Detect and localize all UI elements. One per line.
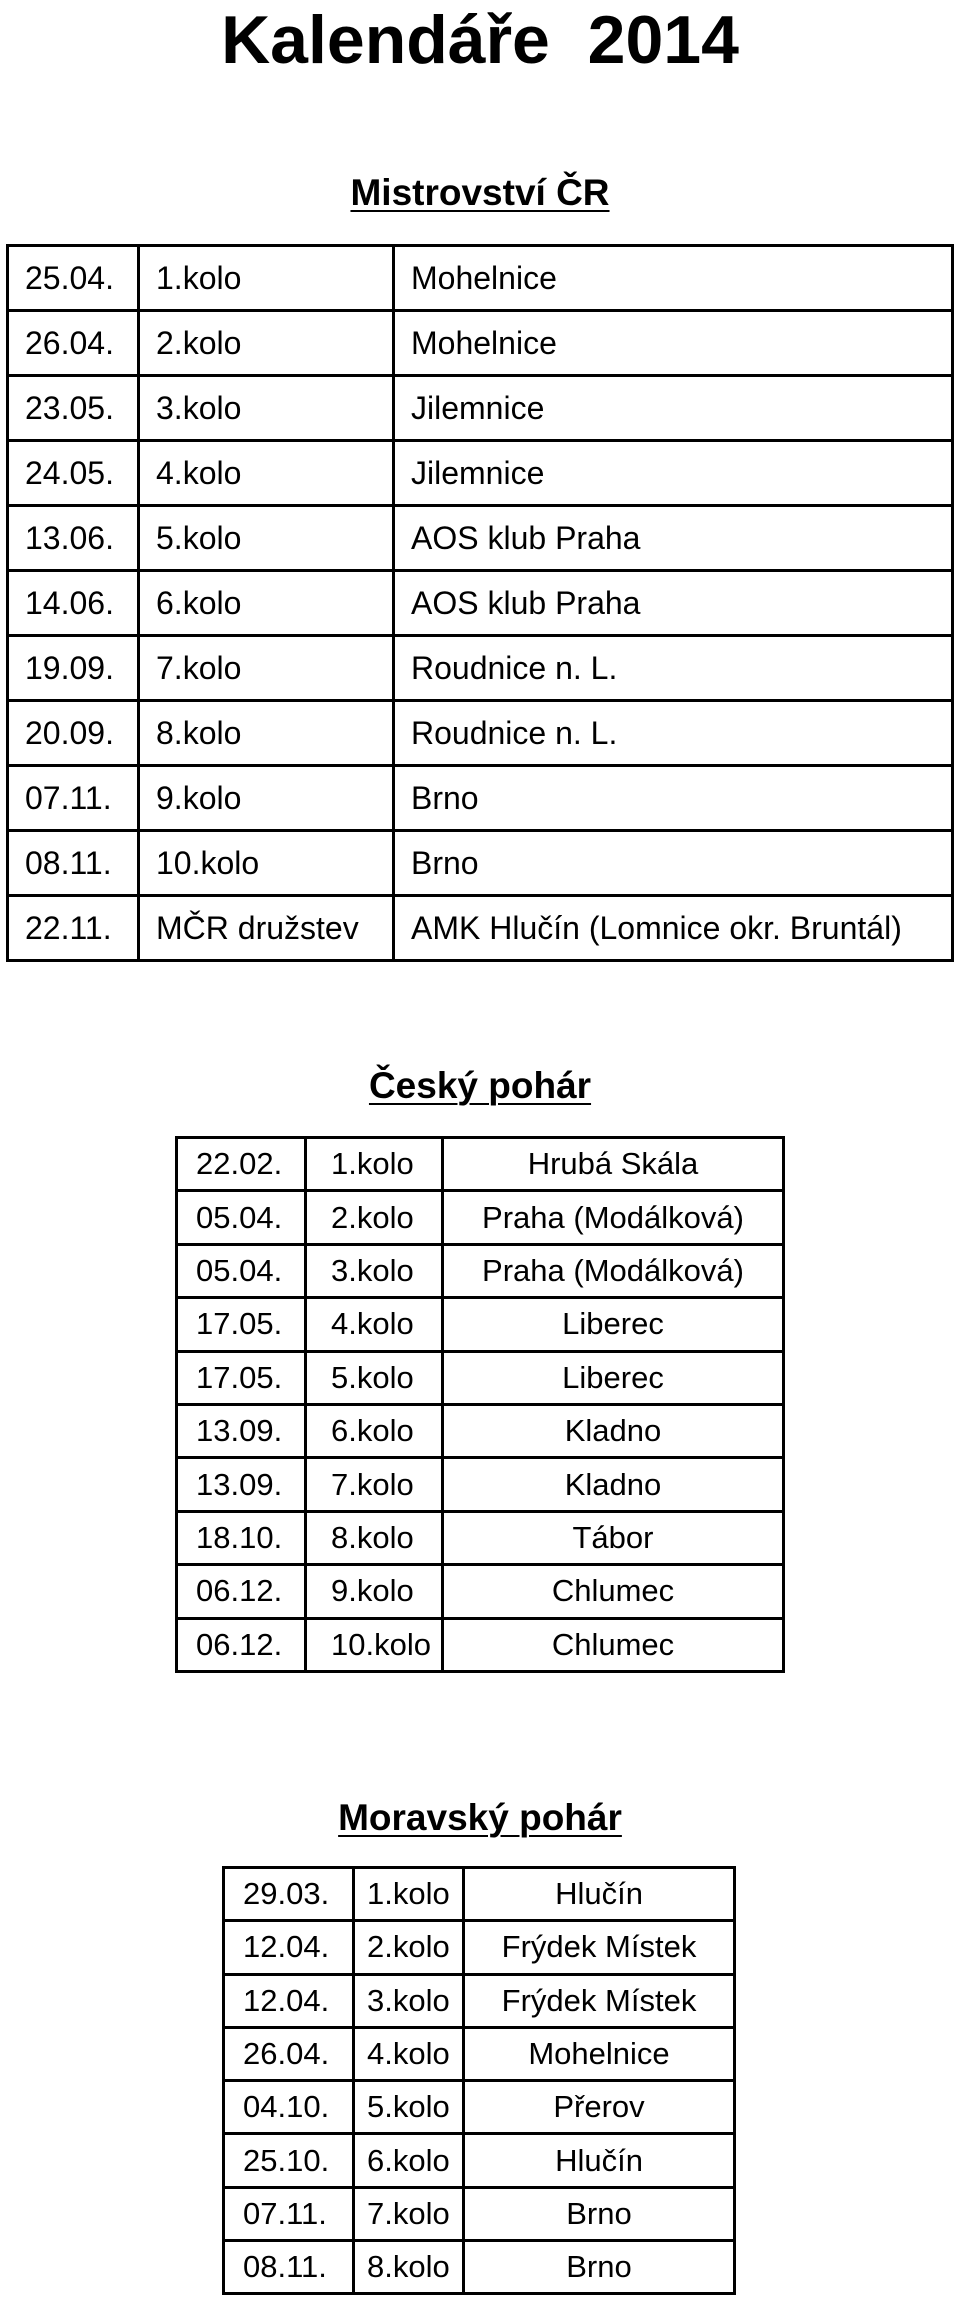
table-row [8, 506, 953, 571]
place-cell: Praha (Modálková) [443, 1244, 784, 1297]
date-cell: 24.05. [8, 441, 139, 506]
place-cell: Brno [464, 2187, 735, 2240]
round-cell: 3.kolo [354, 1974, 464, 2027]
date-cell: 26.04. [224, 2027, 354, 2080]
place-cell: Kladno [443, 1458, 784, 1511]
date-cell: 12.04. [224, 1921, 354, 1974]
place-cell: Frýdek Místek [464, 1921, 735, 1974]
round-cell: 4.kolo [139, 441, 394, 506]
place-cell: Kladno [443, 1404, 784, 1457]
table-row [177, 1618, 784, 1671]
date-cell: 25.04. [8, 246, 139, 311]
date-cell: 06.12. [177, 1565, 306, 1618]
date-cell: 04.10. [224, 2081, 354, 2134]
table-row [224, 1974, 735, 2027]
round-cell: 7.kolo [139, 636, 394, 701]
place-cell: Mohelnice [464, 2027, 735, 2080]
date-cell: 22.11. [8, 896, 139, 961]
cesky-heading: Český pohár [368, 1065, 592, 1106]
moravsky-table [222, 1866, 736, 2295]
round-cell: 8.kolo [139, 701, 394, 766]
round-cell: MČR družstev [139, 896, 394, 961]
round-cell: 7.kolo [306, 1458, 443, 1511]
place-cell: AOS klub Praha [394, 571, 953, 636]
table-row [177, 1138, 784, 1191]
round-cell: 4.kolo [306, 1298, 443, 1351]
round-cell: 5.kolo [306, 1351, 443, 1404]
table-row [177, 1351, 784, 1404]
round-cell: 2.kolo [306, 1191, 443, 1244]
table-row [177, 1458, 784, 1511]
date-cell: 17.05. [177, 1298, 306, 1351]
round-cell: 2.kolo [139, 311, 394, 376]
round-cell: 1.kolo [139, 246, 394, 311]
round-cell: 8.kolo [306, 1511, 443, 1564]
place-cell: AMK Hlučín (Lomnice okr. Bruntál) [394, 896, 953, 961]
table-row [177, 1298, 784, 1351]
cesky-table-body [177, 1138, 784, 1672]
round-cell: 1.kolo [354, 1868, 464, 1921]
place-cell: Jilemnice [394, 376, 953, 441]
table-row [8, 831, 953, 896]
place-cell: Roudnice n. L. [394, 701, 953, 766]
moravsky-table-body [224, 1868, 735, 2294]
place-cell: AOS klub Praha [394, 506, 953, 571]
date-cell: 19.09. [8, 636, 139, 701]
date-cell: 29.03. [224, 1868, 354, 1921]
date-cell: 18.10. [177, 1511, 306, 1564]
mistrovstvi-heading: Mistrovství ČR [350, 172, 610, 213]
place-cell: Roudnice n. L. [394, 636, 953, 701]
place-cell: Hlučín [464, 1868, 735, 1921]
table-row [177, 1244, 784, 1297]
date-cell: 07.11. [224, 2187, 354, 2240]
cesky-table [175, 1136, 785, 1673]
place-cell: Mohelnice [394, 311, 953, 376]
place-cell: Liberec [443, 1351, 784, 1404]
date-cell: 13.06. [8, 506, 139, 571]
round-cell: 1.kolo [306, 1138, 443, 1191]
round-cell: 6.kolo [354, 2134, 464, 2187]
place-cell: Mohelnice [394, 246, 953, 311]
round-cell: 9.kolo [306, 1565, 443, 1618]
table-row [8, 896, 953, 961]
place-cell: Hrubá Skála [443, 1138, 784, 1191]
table-row [8, 571, 953, 636]
date-cell: 08.11. [224, 2241, 354, 2294]
table-row [8, 636, 953, 701]
round-cell: 10.kolo [306, 1618, 443, 1671]
table-row [177, 1565, 784, 1618]
place-cell: Chlumec [443, 1565, 784, 1618]
round-cell: 10.kolo [139, 831, 394, 896]
date-cell: 14.06. [8, 571, 139, 636]
date-cell: 22.02. [177, 1138, 306, 1191]
table-row [8, 766, 953, 831]
table-row [224, 1868, 735, 1921]
table-row [224, 2187, 735, 2240]
page-title: Kalendáře 2014 [221, 2, 739, 78]
table-row [8, 311, 953, 376]
table-row [177, 1404, 784, 1457]
place-cell: Frýdek Místek [464, 1974, 735, 2027]
date-cell: 08.11. [8, 831, 139, 896]
round-cell: 3.kolo [139, 376, 394, 441]
date-cell: 13.09. [177, 1404, 306, 1457]
round-cell: 9.kolo [139, 766, 394, 831]
mistrovstvi-table-body [8, 246, 953, 961]
place-cell: Brno [394, 831, 953, 896]
place-cell: Jilemnice [394, 441, 953, 506]
date-cell: 26.04. [8, 311, 139, 376]
date-cell: 07.11. [8, 766, 139, 831]
date-cell: 13.09. [177, 1458, 306, 1511]
table-row [224, 1921, 735, 1974]
place-cell: Liberec [443, 1298, 784, 1351]
place-cell: Chlumec [443, 1618, 784, 1671]
date-cell: 25.10. [224, 2134, 354, 2187]
date-cell: 17.05. [177, 1351, 306, 1404]
table-row [8, 376, 953, 441]
round-cell: 5.kolo [354, 2081, 464, 2134]
place-cell: Brno [394, 766, 953, 831]
place-cell: Přerov [464, 2081, 735, 2134]
table-row [177, 1511, 784, 1564]
table-row [224, 2027, 735, 2080]
table-row [224, 2081, 735, 2134]
date-cell: 20.09. [8, 701, 139, 766]
round-cell: 8.kolo [354, 2241, 464, 2294]
round-cell: 6.kolo [306, 1404, 443, 1457]
table-row [8, 441, 953, 506]
date-cell: 06.12. [177, 1618, 306, 1671]
place-cell: Brno [464, 2241, 735, 2294]
table-row [224, 2241, 735, 2294]
table-row [224, 2134, 735, 2187]
date-cell: 05.04. [177, 1244, 306, 1297]
round-cell: 6.kolo [139, 571, 394, 636]
round-cell: 2.kolo [354, 1921, 464, 1974]
place-cell: Hlučín [464, 2134, 735, 2187]
place-cell: Tábor [443, 1511, 784, 1564]
round-cell: 3.kolo [306, 1244, 443, 1297]
mistrovstvi-table [6, 244, 954, 962]
round-cell: 4.kolo [354, 2027, 464, 2080]
round-cell: 5.kolo [139, 506, 394, 571]
table-row [8, 701, 953, 766]
date-cell: 12.04. [224, 1974, 354, 2027]
table-row [177, 1191, 784, 1244]
date-cell: 23.05. [8, 376, 139, 441]
place-cell: Praha (Modálková) [443, 1191, 784, 1244]
round-cell: 7.kolo [354, 2187, 464, 2240]
moravsky-heading: Moravský pohár [338, 1797, 622, 1838]
date-cell: 05.04. [177, 1191, 306, 1244]
table-row [8, 246, 953, 311]
